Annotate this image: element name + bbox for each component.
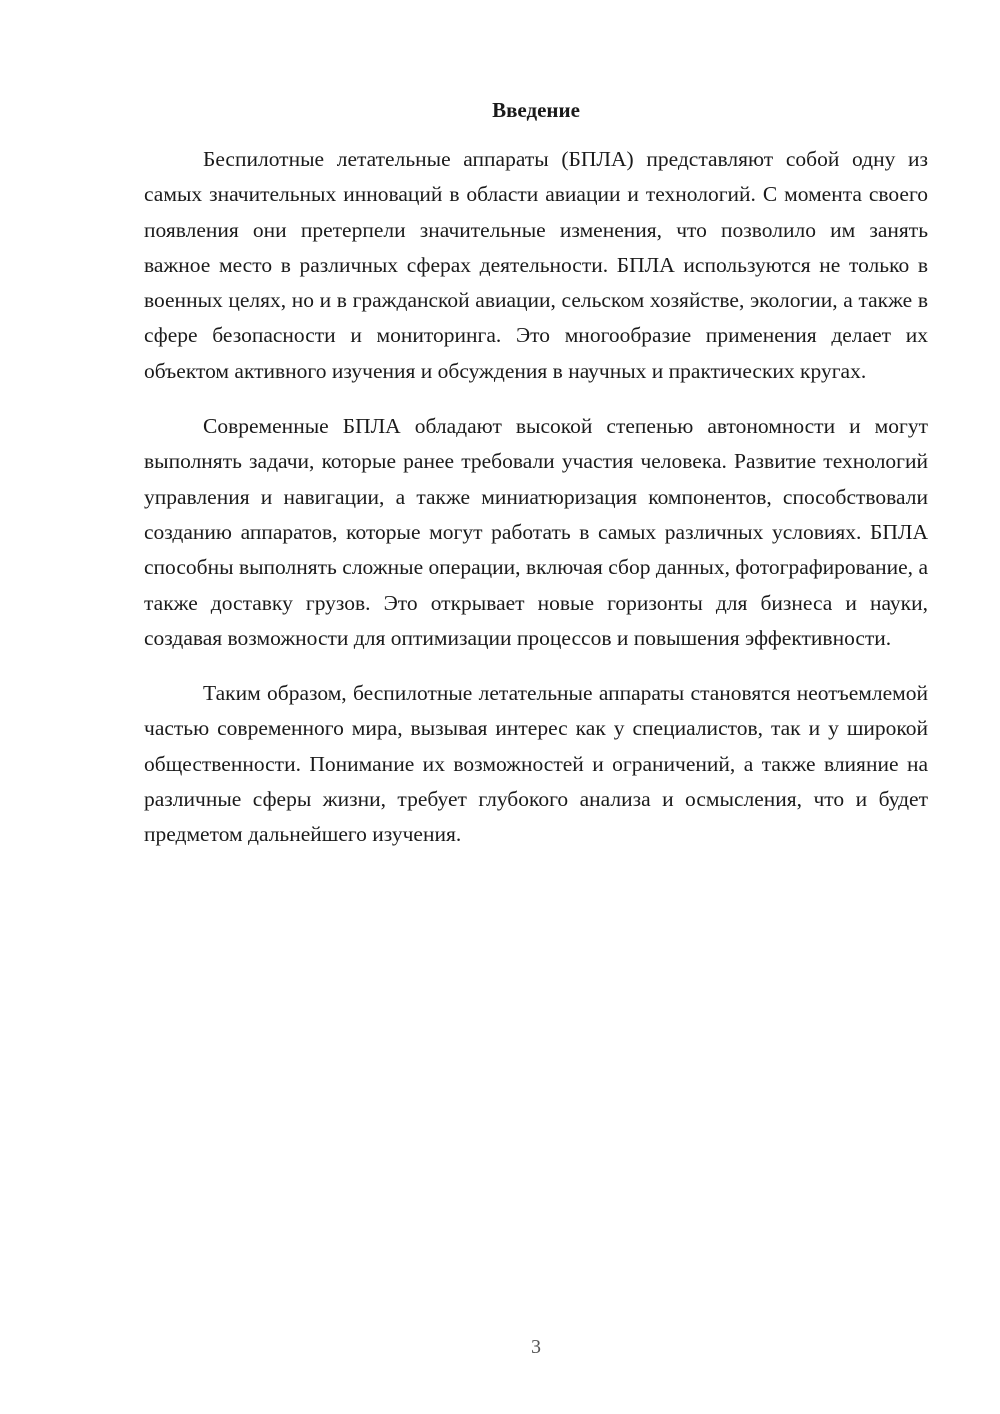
paragraph-3: Таким образом, беспилотные летательные аппараты становятся неотъемлемой частью современного мира, вызывая интерес как у специалистов, так и у широкой общественности. Понимание их возможностей и ограничений, а также влияние на различные сферы жизни, требует глубокого анализа и осмысления, что и будет предметом дальнейшего изучения.	[144, 681, 928, 847]
body-text	[144, 142, 928, 873]
paragraph-1: Беспилотные летательные аппараты (БПЛА) представляют собой одну из самых значительных инноваций в области авиации и технологий. С момента своего появления они претерпели значительные изменения, что позволило им занять важное место в различных сферах деятельности. БПЛА используются не только в военных целях, но и в гражданской авиации, сельском хозяйстве, экологии, а также в сфере безопасности и мониторинга. Это многообразие применения делает их объектом активного изучения и обсуждения в научных и практических кругах.	[144, 147, 928, 383]
paragraph-2: Современные БПЛА обладают высокой степенью автономности и могут выполнять задачи, которые ранее требовали участия человека. Развитие технологий управления и навигации, а также миниатюризация компонентов, способствовали созданию аппаратов, которые могут работать в самых различных условиях. БПЛА способны выполнять сложные операции, включая сбор данных, фотографирование, а также доставку грузов. Это открывает новые горизонты для бизнеса и науки, создавая возможности для оптимизации процессов и повышения эффективности.	[144, 414, 928, 650]
page-number: 3	[531, 1336, 541, 1358]
section-heading: Введение	[492, 98, 580, 122]
